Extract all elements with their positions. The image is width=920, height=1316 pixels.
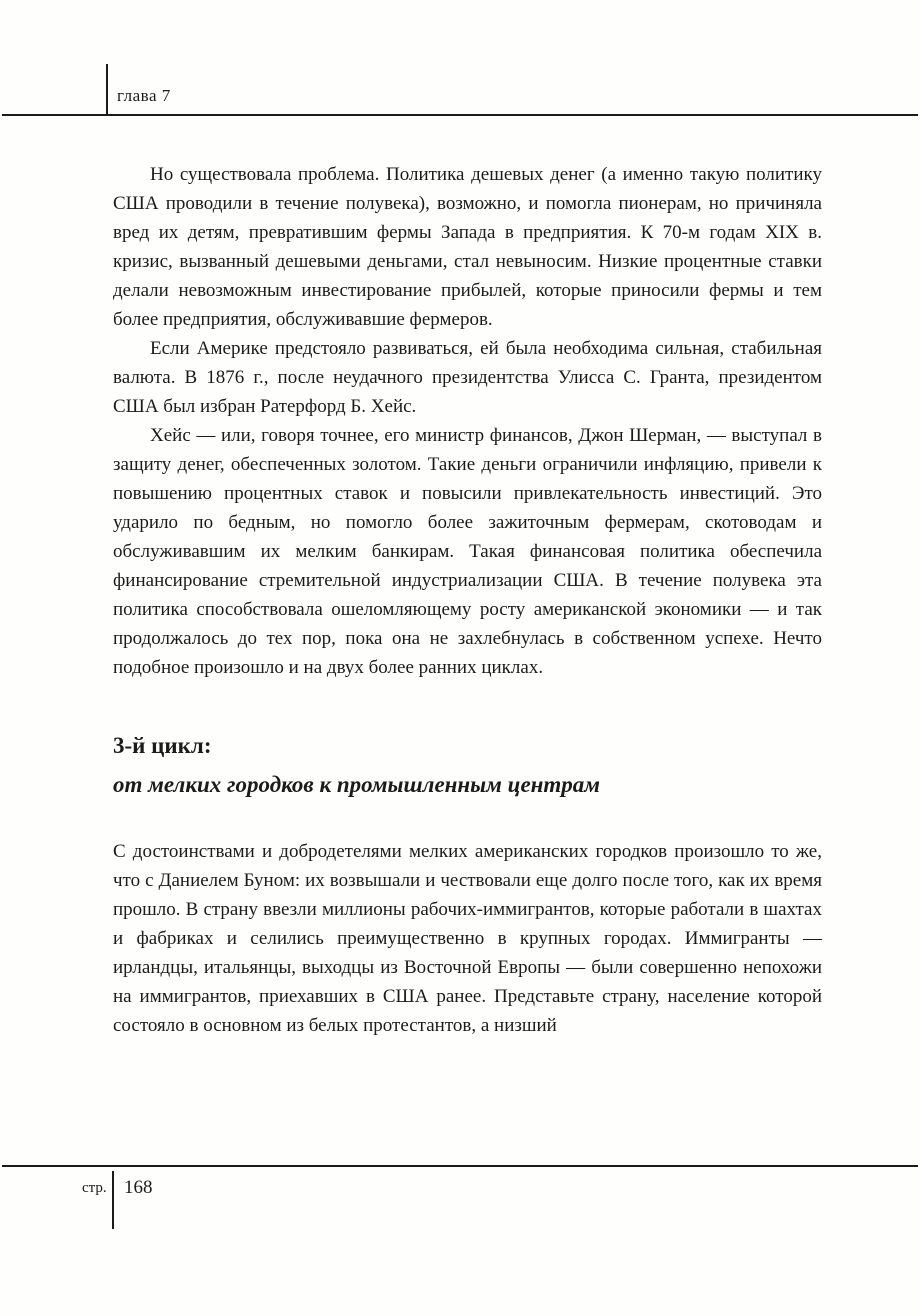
section-heading <box>113 726 822 804</box>
body-paragraph-2: Если Америке предстояло развиваться, ей была необходима сильная, стабильная валюта. В 1876 г., после неудачного президентства Улисса С. Гранта, президентом США был избран Ратерфорд Б. Хейс. <box>113 338 822 417</box>
header-rule <box>2 114 918 116</box>
footer-page-label: стр. <box>82 1180 107 1196</box>
page-body <box>113 160 822 1040</box>
body-paragraph-4: С достоинствами и добродетелями мелких американских городков произошло то же, что с Даниелем Буном: их возвышали и чествовали еще долго после того, как их время прошло. В страну ввезли миллионы рабочих-иммигрантов, которые работали в шахтах и фабриках и селились преимущественно в крупных городах. Иммигранты — ирландцы, итальянцы, выходцы из Восточной Европы — были совершенно непохожи на иммигрантов, приехавших в США ранее. Представьте страну, население которой состояло в основном из белых протестантов, а низший <box>113 841 822 1036</box>
body-paragraph-1: Но существовала проблема. Политика дешевых денег (а именно такую политику США проводили в течение полувека), возможно, и помогла пионерам, но причиняла вред их детям, превратившим фермы Запада в предприятия. К 70-м годам XIX в. кризис, вызванный дешевыми деньгами, стал невыносим. Низкие процентные ставки делали невозможным инвестирование прибылей, которые приносили фермы и тем более предприятия, обслуживавшие фермеров. <box>113 164 822 330</box>
body-paragraph-3: Хейс — или, говоря точнее, его министр финансов, Джон Шерман, — выступал в защиту денег, обеспеченных золотом. Такие деньги ограничили инфляцию, привели к повышению процентных ставок и повысили привлекательность инвестиций. Это ударило по бедным, но помогло более зажиточным фермерам, скотоводам и обслуживавшим их мелким банкирам. Такая финансовая политика обеспечила финансирование стремительной индустриализации США. В течение полувека эта политика способствовала ошеломляющему росту американской экономики — и так продолжалось до тех пор, пока она не захлебнулась в собственном успехе. Нечто подобное произошло и на двух более ранних циклах. <box>113 425 822 678</box>
header-vertical-rule <box>106 64 108 114</box>
footer-vertical-rule <box>112 1171 114 1229</box>
section-heading-line-1: 3-й цикл: <box>113 733 212 758</box>
chapter-label: глава 7 <box>117 86 171 105</box>
footer-rule <box>2 1165 918 1167</box>
footer-page-number: 168 <box>124 1177 153 1198</box>
section-heading-line-2: от мелких городков к промышленным центрам <box>113 772 601 797</box>
